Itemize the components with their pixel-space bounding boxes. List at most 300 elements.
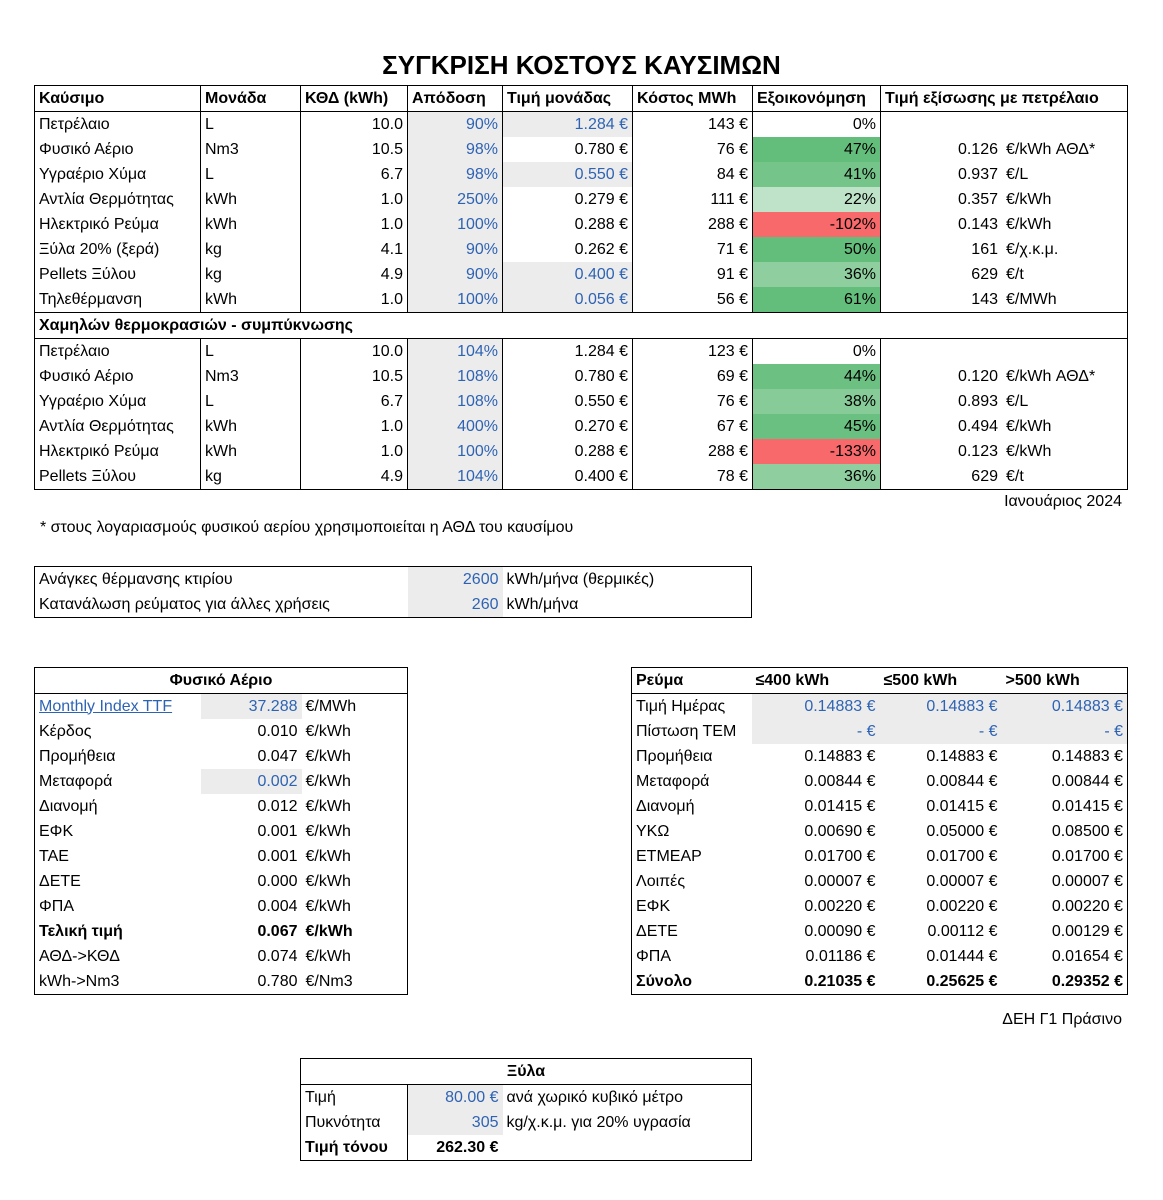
oil-equivalent-price (881, 439, 1128, 464)
power-row (632, 744, 1128, 769)
unit-price: 0.056 € (503, 287, 633, 313)
wood-label: Τιμή τόνου (305, 1138, 388, 1156)
fuel-unit: kWh (201, 414, 301, 439)
power-value: 0.14883 € (880, 694, 1002, 720)
unit-price: 1.284 € (503, 339, 633, 365)
power-row (632, 819, 1128, 844)
gas-row (35, 844, 408, 869)
wood-label: Πυκνότητα (305, 1113, 381, 1131)
efficiency: 250% (408, 187, 503, 212)
power-label: Διανομή (636, 797, 695, 815)
oil-equivalent-price (881, 364, 1128, 389)
power-value: 0.00220 € (1051, 897, 1123, 915)
header-row (35, 668, 408, 694)
power-label: Λοιπές (636, 872, 686, 890)
kth-value: 1.0 (301, 187, 408, 212)
saving: 22% (753, 187, 881, 212)
gas-unit: €/kWh (305, 922, 353, 940)
wood-row (301, 1135, 752, 1161)
gas-row (35, 869, 408, 894)
power-column-header: Ρεύμα (632, 668, 752, 694)
power-value: 0.00007 € (804, 872, 876, 890)
fuel-row (35, 237, 1128, 262)
equivalent-value: 0.937 (957, 165, 998, 183)
fuel-name: Τηλεθέρμανση (39, 290, 143, 308)
efficiency: 400% (408, 414, 503, 439)
fuel-unit: kg (201, 464, 301, 490)
wood-value: 262.30 € (408, 1135, 503, 1161)
fuel-unit: L (201, 112, 301, 138)
equivalent-unit: €/L (1006, 392, 1029, 410)
gas-unit: €/kWh (305, 747, 351, 765)
fuel-row (35, 262, 1128, 287)
power-row (632, 719, 1128, 744)
efficiency: 108% (408, 364, 503, 389)
equivalent-value: 0.494 (957, 417, 998, 435)
power-value: 0.00129 € (1051, 922, 1123, 940)
power-row (632, 969, 1128, 995)
kth-value: 6.7 (301, 389, 408, 414)
power-value: 0.00112 € (927, 922, 998, 940)
gas-label: ΕΦΚ (39, 822, 74, 840)
saving: 61% (753, 287, 881, 313)
equivalent-unit: €/kWh ΑΘΔ* (1006, 367, 1096, 385)
fuel-row (35, 187, 1128, 212)
gas-unit: €/kWh (305, 847, 351, 865)
fuel-row (35, 364, 1128, 389)
fuel-name: Pellets Ξύλου (39, 265, 137, 283)
power-value: 0.00690 € (804, 822, 876, 840)
power-value: 0.00007 € (1051, 872, 1123, 890)
equivalent-value: 0.120 (957, 367, 998, 385)
fuel-name: Πετρέλαιο (39, 342, 110, 360)
efficiency: 90% (408, 112, 503, 138)
saving: 41% (753, 162, 881, 187)
unit-price: 0.780 € (503, 364, 633, 389)
power-label: Μεταφορά (636, 772, 710, 790)
equivalent-unit: €/kWh (1006, 190, 1052, 208)
gas-value: 0.004 (257, 897, 298, 915)
unit-price: 0.780 € (503, 137, 633, 162)
equivalent-value: 161 (971, 240, 998, 258)
saving: 45% (753, 414, 881, 439)
power-label: Σύνολο (636, 972, 693, 990)
cost-per-mwh: 143 € (633, 112, 753, 138)
saving: -133% (753, 439, 881, 464)
equivalent-value: 0.126 (957, 140, 998, 158)
kth-value: 1.0 (301, 287, 408, 313)
efficiency: 90% (408, 262, 503, 287)
gas-value: 0.012 (257, 797, 298, 815)
wood-table (300, 1058, 752, 1161)
cost-per-mwh: 56 € (633, 287, 753, 313)
power-value: 0.00844 € (926, 772, 998, 790)
oil-equivalent-price (881, 339, 1128, 365)
fuel-unit: kWh (201, 439, 301, 464)
electricity-table (631, 667, 1128, 995)
power-value: 0.14883 € (804, 747, 876, 765)
oil-equivalent-price (881, 287, 1128, 313)
power-value: 0.01654 € (1051, 947, 1123, 965)
kth-value: 1.0 (301, 414, 408, 439)
fuel-name: Πετρέλαιο (39, 115, 110, 133)
equivalent-unit (998, 343, 1006, 360)
equivalent-value: 0.123 (957, 442, 998, 460)
date-note: Ιανουάριος 2024 (1004, 493, 1122, 510)
power-value: 0.01186 € (805, 947, 876, 965)
gas-label: Προμήθεια (39, 747, 116, 765)
equivalent-unit: €/t (1006, 265, 1024, 283)
wood-unit: kg/χ.κ.μ. για 20% υγρασία (506, 1113, 691, 1131)
needs-unit: kWh/μήνα (θερμικές) (506, 570, 655, 588)
fuel-unit: L (201, 339, 301, 365)
power-value: 0.01444 € (926, 947, 998, 965)
fuel-name: Υγραέριο Χύμα (39, 165, 147, 183)
fuel-name: Φυσικό Αέριο (39, 140, 134, 158)
cost-per-mwh: 84 € (633, 162, 753, 187)
gas-value: 0.001 (257, 847, 298, 865)
equivalent-value: 143 (971, 290, 998, 308)
needs-value: 2600 (408, 567, 503, 593)
gas-label: ΑΘΔ->ΚΘΔ (39, 947, 120, 965)
column-header: Εξοικονόμηση (753, 86, 881, 112)
cost-per-mwh: 288 € (633, 212, 753, 237)
gas-unit: €/kWh (305, 822, 351, 840)
fuel-row (35, 162, 1128, 187)
fuel-unit: Nm3 (201, 137, 301, 162)
power-label: ΕΤΜΕΑΡ (636, 847, 702, 865)
saving: 50% (753, 237, 881, 262)
header-row (35, 86, 1128, 112)
gas-label: Τελική τιμή (39, 922, 123, 940)
kth-value: 6.7 (301, 162, 408, 187)
kth-value: 4.9 (301, 262, 408, 287)
unit-price: 0.550 € (503, 389, 633, 414)
saving: 47% (753, 137, 881, 162)
power-value: 0.00220 € (804, 897, 876, 915)
power-label: ΥΚΩ (636, 822, 670, 840)
needs-unit: kWh/μήνα (506, 595, 579, 613)
oil-equivalent-price (881, 137, 1128, 162)
power-value: 0.01415 € (926, 797, 998, 815)
header-row (632, 668, 1128, 694)
gas-row (35, 744, 408, 769)
cost-per-mwh: 67 € (633, 414, 753, 439)
power-row (632, 769, 1128, 794)
power-column-header: ≤400 kWh (752, 668, 880, 694)
oil-equivalent-price (881, 112, 1128, 138)
fuel-name: Pellets Ξύλου (39, 467, 137, 485)
power-value: - € (752, 719, 880, 744)
equivalent-unit: €/kWh (1006, 442, 1052, 460)
power-label: ΦΠΑ (636, 947, 671, 965)
fuel-name: Αντλία Θερμότητας (39, 190, 174, 208)
fuel-row (35, 439, 1128, 464)
equivalent-value: 0.357 (957, 190, 998, 208)
gas-row (35, 819, 408, 844)
kth-value: 4.1 (301, 237, 408, 262)
unit-price: 0.262 € (503, 237, 633, 262)
cost-per-mwh: 71 € (633, 237, 753, 262)
efficiency: 104% (408, 464, 503, 490)
column-header: ΚΘΔ (kWh) (301, 86, 408, 112)
oil-equivalent-price (881, 237, 1128, 262)
fuel-comparison-table (34, 85, 1128, 490)
gas-row (35, 794, 408, 819)
power-label: ΕΦΚ (636, 897, 671, 915)
power-value: 0.00844 € (804, 772, 876, 790)
power-value: 0.00090 € (804, 922, 876, 940)
power-value: 0.08500 € (1051, 822, 1123, 840)
footnote: * στους λογαριασμούς φυσικού αερίου χρησιμοποιείται η ΑΘΔ του καυσίμου (40, 519, 574, 536)
fuel-row (35, 112, 1128, 138)
efficiency: 100% (408, 287, 503, 313)
gas-row (35, 919, 408, 944)
kth-value: 1.0 (301, 439, 408, 464)
cost-per-mwh: 78 € (633, 464, 753, 490)
gas-row (35, 694, 408, 720)
saving: 36% (753, 262, 881, 287)
power-row (632, 794, 1128, 819)
unit-price: 0.550 € (503, 162, 633, 187)
unit-price: 0.400 € (503, 464, 633, 490)
section-title: Χαμηλών θερμοκρασιών - συμπύκνωσης (35, 313, 1128, 339)
needs-label: Ανάγκες θέρμανσης κτιρίου (39, 570, 233, 588)
power-label: Τιμή Ημέρας (636, 697, 726, 715)
gas-value: 0.047 (257, 747, 298, 765)
gas-unit: €/Nm3 (305, 972, 353, 990)
gas-value: 0.010 (257, 722, 298, 740)
gas-label: ΔΕΤΕ (39, 872, 81, 890)
gas-row (35, 944, 408, 969)
equivalent-unit: €/kWh (1006, 215, 1052, 233)
oil-equivalent-price (881, 414, 1128, 439)
power-column-header: ≤500 kWh (880, 668, 1002, 694)
oil-equivalent-price (881, 389, 1128, 414)
power-value: 0.29352 € (1051, 972, 1123, 990)
fuel-name: Ξύλα 20% (ξερά) (39, 240, 160, 258)
unit-price: 0.288 € (503, 439, 633, 464)
column-header: Τιμή εξίσωσης με πετρέλαιο (881, 86, 1128, 112)
power-row (632, 919, 1128, 944)
efficiency: 98% (408, 162, 503, 187)
gas-unit: €/kWh (305, 797, 351, 815)
power-value: 0.14883 € (926, 747, 998, 765)
power-value: 0.21035 € (804, 972, 876, 990)
fuel-unit: kWh (201, 287, 301, 313)
power-row (632, 894, 1128, 919)
power-value: 0.01415 € (1051, 797, 1123, 815)
unit-price: 0.279 € (503, 187, 633, 212)
column-header: Απόδοση (408, 86, 503, 112)
gas-label: ΦΠΑ (39, 897, 74, 915)
fuel-row (35, 339, 1128, 365)
fuel-unit: L (201, 162, 301, 187)
saving: 44% (753, 364, 881, 389)
fuel-unit: kg (201, 262, 301, 287)
gas-unit: €/MWh (305, 697, 357, 715)
equivalent-unit: €/MWh (1006, 290, 1057, 308)
natural-gas-table (34, 667, 408, 995)
cost-per-mwh: 111 € (633, 187, 753, 212)
wood-label: Τιμή (305, 1088, 336, 1106)
oil-equivalent-price (881, 212, 1128, 237)
fuel-unit: kg (201, 237, 301, 262)
ttf-index-link[interactable]: Monthly Index TTF (39, 697, 173, 715)
power-label: Προμήθεια (636, 747, 713, 765)
wood-value: 305 (408, 1110, 503, 1135)
power-value: 0.00007 € (926, 872, 998, 890)
gas-row (35, 719, 408, 744)
section-row (35, 313, 1128, 339)
power-tariff-note: ΔΕΗ Γ1 Πράσινο (1002, 1011, 1122, 1028)
cost-per-mwh: 288 € (633, 439, 753, 464)
fuel-name: Αντλία Θερμότητας (39, 417, 174, 435)
fuel-name: Φυσικό Αέριο (39, 367, 134, 385)
cost-per-mwh: 123 € (633, 339, 753, 365)
unit-price: 0.400 € (503, 262, 633, 287)
power-value: - € (880, 719, 1002, 744)
saving: 36% (753, 464, 881, 490)
saving: 38% (753, 389, 881, 414)
kth-value: 1.0 (301, 212, 408, 237)
needs-row (35, 567, 752, 593)
gas-label: Διανομή (39, 797, 98, 815)
gas-row (35, 769, 408, 794)
power-label: ΔΕΤΕ (636, 922, 678, 940)
kth-value: 10.5 (301, 137, 408, 162)
kth-value: 10.0 (301, 339, 408, 365)
page-title: ΣΥΓΚΡΙΣΗ ΚΟΣΤΟΥΣ ΚΑΥΣΙΜΩΝ (382, 50, 781, 80)
cost-per-mwh: 91 € (633, 262, 753, 287)
wood-unit: ανά χωρικό κυβικό μέτρο (506, 1088, 684, 1106)
oil-equivalent-price (881, 464, 1128, 490)
unit-price: 0.270 € (503, 414, 633, 439)
equivalent-value: 629 (971, 467, 998, 485)
wood-row (301, 1085, 752, 1111)
column-header: Τιμή μονάδας (503, 86, 633, 112)
efficiency: 98% (408, 137, 503, 162)
fuel-unit: kWh (201, 212, 301, 237)
gas-value: 0.780 (257, 972, 298, 990)
gas-unit: €/kWh (305, 897, 351, 915)
gas-unit: €/kWh (305, 722, 351, 740)
equivalent-value: 0.893 (957, 392, 998, 410)
equivalent-unit: €/kWh (1006, 417, 1052, 435)
cost-per-mwh: 69 € (633, 364, 753, 389)
equivalent-unit: €/L (1006, 165, 1029, 183)
unit-price: 1.284 € (503, 112, 633, 138)
gas-unit: €/kWh (305, 947, 351, 965)
gas-table-title: Φυσικό Αέριο (35, 668, 408, 694)
fuel-name: Ηλεκτρικό Ρεύμα (39, 442, 159, 460)
fuel-unit: L (201, 389, 301, 414)
fuel-name: Ηλεκτρικό Ρεύμα (39, 215, 159, 233)
power-value: 0.14883 € (752, 694, 880, 720)
header-row (301, 1059, 752, 1085)
gas-value: 0.067 (257, 922, 298, 940)
gas-row (35, 894, 408, 919)
unit-price: 0.288 € (503, 212, 633, 237)
power-value: 0.00844 € (1051, 772, 1123, 790)
kth-value: 4.9 (301, 464, 408, 490)
wood-table-title: Ξύλα (301, 1059, 752, 1085)
power-label: Πίστωση ΤΕΜ (636, 722, 737, 740)
gas-value: 0.002 (201, 769, 302, 794)
column-header: Μονάδα (201, 86, 301, 112)
efficiency: 108% (408, 389, 503, 414)
power-value: 0.01700 € (1051, 847, 1123, 865)
fuel-unit: kWh (201, 187, 301, 212)
efficiency: 90% (408, 237, 503, 262)
fuel-name: Υγραέριο Χύμα (39, 392, 147, 410)
fuel-row (35, 414, 1128, 439)
power-row (632, 944, 1128, 969)
power-column-header: >500 kWh (1002, 668, 1128, 694)
building-needs-table (34, 566, 752, 618)
gas-row (35, 969, 408, 995)
saving: 0% (753, 339, 881, 365)
oil-equivalent-price (881, 262, 1128, 287)
cost-per-mwh: 76 € (633, 137, 753, 162)
gas-value: 37.288 (201, 694, 302, 720)
oil-equivalent-price (881, 162, 1128, 187)
gas-label: kWh->Nm3 (39, 972, 120, 990)
wood-value: 80.00 € (408, 1085, 503, 1111)
equivalent-value: 629 (971, 265, 998, 283)
power-row (632, 694, 1128, 720)
power-value: - € (1002, 719, 1128, 744)
equivalent-unit: €/χ.κ.μ. (1006, 240, 1059, 258)
cost-per-mwh: 76 € (633, 389, 753, 414)
fuel-row (35, 464, 1128, 490)
power-value: 0.14883 € (1051, 747, 1123, 765)
gas-value: 0.074 (257, 947, 298, 965)
power-value: 0.14883 € (1002, 694, 1128, 720)
gas-unit: €/kWh (305, 872, 351, 890)
gas-value: 0.001 (257, 822, 298, 840)
gas-label: ΤΑΕ (39, 847, 69, 865)
column-header: Καύσιμο (35, 86, 201, 112)
power-value: 0.01700 € (926, 847, 998, 865)
oil-equivalent-price (881, 187, 1128, 212)
power-row (632, 869, 1128, 894)
saving: 0% (753, 112, 881, 138)
wood-row (301, 1110, 752, 1135)
equivalent-unit: €/t (1006, 467, 1024, 485)
gas-label: Μεταφορά (39, 772, 113, 790)
kth-value: 10.0 (301, 112, 408, 138)
equivalent-unit: €/kWh ΑΘΔ* (1006, 140, 1096, 158)
power-value: 0.01415 € (804, 797, 876, 815)
power-value: 0.25625 € (926, 972, 998, 990)
efficiency: 100% (408, 439, 503, 464)
power-value: 0.05000 € (926, 822, 998, 840)
needs-label: Κατανάλωση ρεύματος για άλλες χρήσεις (39, 595, 330, 613)
fuel-row (35, 287, 1128, 313)
power-row (632, 844, 1128, 869)
power-value: 0.01700 € (804, 847, 876, 865)
equivalent-unit (998, 116, 1006, 133)
efficiency: 100% (408, 212, 503, 237)
kth-value: 10.5 (301, 364, 408, 389)
power-value: 0.00220 € (926, 897, 998, 915)
saving: -102% (753, 212, 881, 237)
column-header: Κόστος MWh (633, 86, 753, 112)
fuel-unit: Nm3 (201, 364, 301, 389)
wood-unit (503, 1135, 752, 1161)
gas-value: 0.000 (257, 872, 298, 890)
